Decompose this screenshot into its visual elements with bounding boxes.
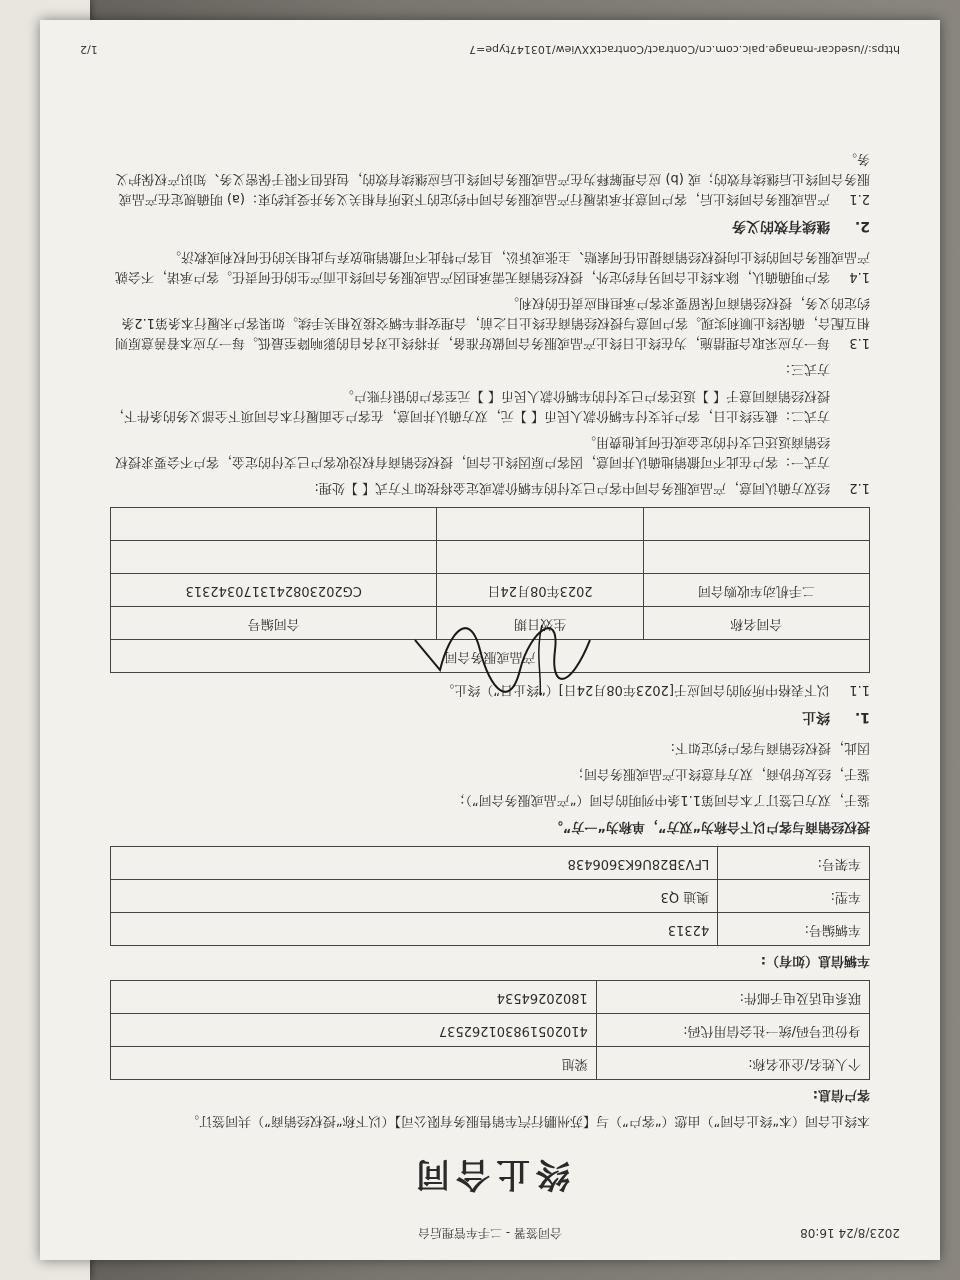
print-footer — [80, 38, 900, 58]
print-system-name: 合同签署 - 二手车管理后台 — [418, 1226, 562, 1240]
cell-value: 42313 — [111, 912, 718, 945]
vehicle-info-table — [110, 846, 870, 946]
cell-value: 奥迪 Q3 — [111, 879, 718, 912]
table-cell — [643, 541, 869, 574]
table-row — [111, 980, 870, 1013]
agreement-paragraph: 因此，授权经销商与客户约定如下: — [670, 740, 870, 756]
table-row — [111, 574, 870, 607]
table-cell — [111, 508, 437, 541]
customer-info-table — [110, 980, 870, 1080]
clause-number: 1.4 — [849, 268, 870, 284]
table-row — [111, 846, 870, 879]
header-cell: 生效日期 — [437, 607, 643, 640]
table-cell — [437, 541, 643, 574]
section-2-heading — [110, 214, 870, 236]
section-number: 1. — [854, 709, 870, 726]
section-title: 终止 — [802, 709, 830, 726]
table-row — [111, 1013, 870, 1046]
option-3: 方式三： — [777, 361, 830, 377]
customer-info-label: 客户信息: — [812, 1086, 870, 1102]
clause-text: 经双方确认同意，产品或服务合同中客户已支付的车辆价款或定金将按如下方式【 】处理: — [314, 480, 830, 496]
contract-paper — [40, 20, 940, 1260]
table-row — [111, 912, 870, 945]
table-row — [111, 1046, 870, 1079]
cell-value: 410205198301262537 — [111, 1013, 597, 1046]
cell-value: 18020264534 — [111, 980, 597, 1013]
clause-number: 2.1 — [849, 190, 870, 206]
clause-2-1 — [110, 148, 870, 208]
table-cell: 2023年08月24日 — [437, 574, 643, 607]
clause-text: 客户明确确认，除本终止合同另有约定外，授权经销商无需承担因产品或服务合同终止而产生的任何责任。客户承诺，不会就产品或服务合同的终止向授权经销商提出任何索赔、主张或诉讼，且客户特此不可撤销地放弃与此相关的任何权利或救济。 — [114, 248, 870, 284]
cell-label: 个人姓名/企业名称: — [596, 1046, 869, 1079]
clause-1-2 — [110, 477, 870, 497]
table-cell: CG2023082413170342313 — [111, 574, 437, 607]
option-2: 方式二：截至终止日，客户共支付车辆价款人民币【 】元，双方确认并同意，在客户全面履行本合同项下全部义务的条件下，授权经销商同意于【 】返还客户已支付的车辆价款人民币【 】元至客户的银行账户。 — [110, 387, 830, 423]
clause-number: 1.2 — [849, 480, 870, 496]
section-number: 2. — [854, 217, 870, 234]
handwritten-signature — [400, 620, 600, 700]
table-cell — [437, 508, 643, 541]
print-header — [80, 1222, 900, 1242]
cell-label: 身份证号码/统一社会信用代码: — [596, 1013, 869, 1046]
vehicle-info-label: 车辆信息（如有）: — [760, 952, 870, 968]
cell-label: 车架号: — [718, 846, 870, 879]
header-cell: 合同名称 — [643, 607, 869, 640]
table-row — [111, 508, 870, 541]
table-cell — [111, 541, 437, 574]
clause-1-3 — [110, 292, 870, 352]
clause-number: 1.3 — [849, 335, 870, 351]
table-row — [111, 879, 870, 912]
table-cell — [643, 508, 869, 541]
parties-paragraph: 授权经销商与客户以下合称为“双方”，单称为“一方”。 — [549, 818, 870, 834]
document-title: 终止合同 — [410, 1154, 570, 1194]
table-cell: 二手机动车收购合同 — [643, 574, 869, 607]
option-1: 方式一：客户在此不可撤销地确认并同意，因客户原因终止合同，授权经销商有权没收客户已支付的定金，客户不会要求授权经销商返还已支付的定金或任何其他费用。 — [114, 433, 830, 470]
section-title: 继续有效的义务 — [732, 217, 830, 234]
clause-1-4 — [110, 246, 870, 286]
document-content — [40, 20, 940, 1260]
table-row — [111, 541, 870, 574]
cell-label: 联系电话及电子邮件: — [596, 980, 869, 1013]
header-cell: 合同编号 — [111, 607, 437, 640]
cell-label: 车型: — [718, 879, 870, 912]
intro-paragraph: 本终止合同（本“终止合同”）由您（“客户”）与【苏州鹏行汽车销售服务有限公司】（以下称“授权经销商”）共同签订。 — [186, 1113, 870, 1128]
table-title: 产品或服务合同 — [111, 640, 870, 673]
clause-number: 1.1 — [849, 682, 870, 698]
print-datetime: 2023/8/24 16:08 — [800, 1226, 900, 1240]
clause-text: 每一方应采取合理措施，为在终止日终止产品或服务合同做好准备，并将终止对各自的影响降至最低。每一方应本着善意原则相互配合，确保终止顺利实现。客户同意与授权经销商在终止日之前，合理安排车辆交接及相关手续。如果客户未履行本条第1.2条约定的义务，授权经销商可保留要求客户承担相应责任的权利。 — [114, 295, 870, 351]
cell-value: 梁旭 — [111, 1046, 597, 1079]
print-url: https://usedcar-manage.paic.com.cn/Contract/ContractXXView/103147type=7 — [469, 43, 900, 56]
whereas-2: 鉴于，经友好协商，双方有意终止产品或服务合同； — [570, 766, 870, 782]
print-page-number: 1/2 — [80, 43, 98, 56]
whereas-1: 鉴于，双方已签订了本合同第1.1条中列明的合同（“产品或服务合同”）； — [452, 792, 870, 808]
section-1-heading — [110, 705, 870, 727]
cell-value: LFV3B28U6K3606438 — [111, 846, 718, 879]
cell-label: 车辆编号: — [718, 912, 870, 945]
clause-text: 以下表格中所列的合同应于[2023年08月24日]（“终止日”）终止。 — [441, 682, 830, 698]
clause-text: 产品或服务合同终止后，客户同意并承诺履行产品或服务合同中约定的下述所有相关义务并受其约束：(a) 明确规定在产品或服务合同终止后继续有效的；或 (b) 应合理解释为在产品或服务合同终止后应继续有效的，包括但不限于保密义务、知识产权保护义务。 — [115, 150, 870, 206]
